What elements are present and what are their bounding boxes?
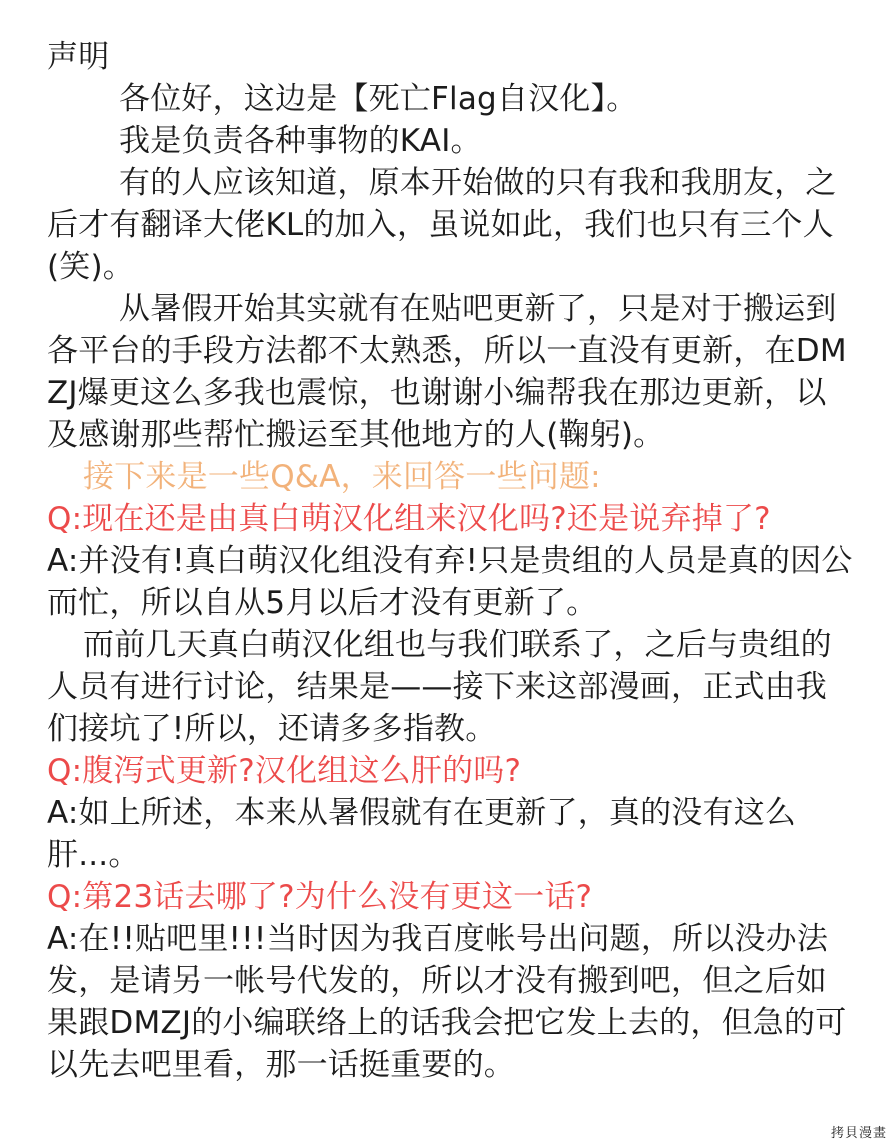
watermark: 拷貝漫畫	[830, 1126, 887, 1141]
team-paragraph: 有的人应该知道，原本开始做的只有我和我朋友，之后才有翻译大佬KL的加入，虽说如此，我们也只有三个人(笑)。	[47, 165, 837, 285]
question-2: Q:腹泻式更新?汉化组这么肝的吗?	[47, 753, 522, 789]
statement-document	[47, 36, 857, 1086]
question-3: Q:第23话去哪了?为什么没有更这一话?	[47, 879, 593, 915]
update-paragraph: 从暑假开始其实就有在贴吧更新了，只是对于搬运到各平台的手段方法都不太熟悉，所以一直没有更新，在DMZJ爆更这么多我也震惊，也谢谢小编帮我在那边更新，以及感谢那些帮忙搬运至其他地方的人(鞠躬)。	[47, 291, 847, 453]
qa-intro: 接下来是一些Q&A，来回答一些问题:	[83, 459, 601, 495]
question-1: Q:现在还是由真白萌汉化组来汉化吗?还是说弃掉了?	[47, 501, 771, 537]
greeting-paragraph: 各位好，这边是【死亡Flag自汉化】。	[119, 81, 638, 117]
answer-1: A:并没有!真白萌汉化组没有弃!只是贵组的人员是真的因公而忙，所以自从5月以后才没有更新了。	[47, 543, 853, 621]
answer-1-extra: 而前几天真白萌汉化组也与我们联系了，之后与贵组的人员有进行讨论，结果是——接下来这部漫画，正式由我们接坑了!所以，还请多多指教。	[47, 627, 832, 747]
answer-2: A:如上所述，本来从暑假就有在更新了，真的没有这么肝...。	[47, 795, 797, 873]
answer-3: A:在!!贴吧里!!!当时因为我百度帐号出问题，所以没办法发，是请另一帐号代发的，所以才没有搬到吧，但之后如果跟DMZJ的小编联络上的话我会把它发上去的，但急的可以先去吧里看，那一话挺重要的。	[47, 921, 847, 1083]
self-intro-paragraph: 我是负责各种事物的KAI。	[119, 123, 482, 159]
statement-heading: 声明	[47, 39, 110, 75]
